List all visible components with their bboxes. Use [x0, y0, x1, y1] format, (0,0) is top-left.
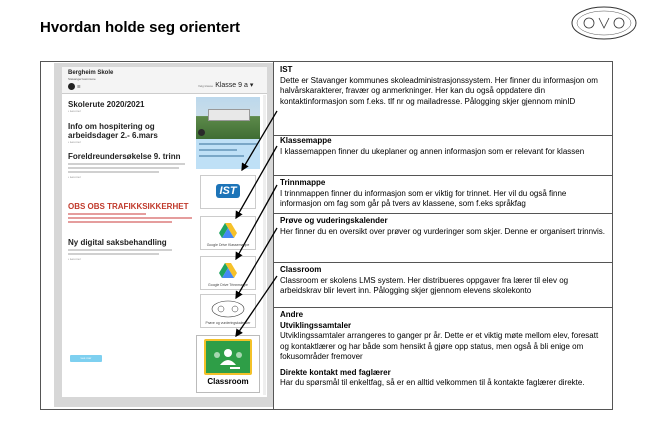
section-heading: Prøve og vuderingskalender: [280, 216, 388, 225]
menu-icon[interactable]: ☰: [77, 84, 81, 89]
post-meta: • Les mer: [68, 109, 81, 113]
post-title: Skolerute 2020/2021: [68, 100, 145, 109]
ist-logo: IST: [216, 184, 239, 198]
post-title: Foreldreundersøkelse 9. trinn: [68, 152, 181, 161]
section-body: I klassemappen finner du ukeplaner og annen informasjon som er relevant for klassen: [280, 146, 585, 156]
school-name: Bergheim Skole: [68, 70, 114, 76]
school-subtitle: Stavanger kommune: [68, 77, 96, 81]
arrow-klassemappe: [236, 146, 277, 218]
section-heading: Andre: [280, 310, 304, 319]
post-title: Info om hospitering og arbeidsdager 2.- 6.mars: [68, 122, 158, 140]
section-body: Her finner du en oversikt over prøver og vurderinger som skjer. Denne er organisert trinnvis.: [280, 226, 606, 236]
page-title: Hvordan holde seg orientert: [40, 19, 241, 36]
section-subheading: Direkte kontakt med faglærer: [280, 367, 391, 377]
post-title: Ny digital saksbehandling: [68, 238, 167, 247]
section-heading: IST: [280, 65, 293, 74]
section-body: Har du spørsmål til enkeltfag, så er en alltid velkommen til å kontakte faglærer direkte.: [280, 378, 585, 387]
tile-label: Google Drive Trinnmappe: [208, 283, 248, 287]
arrow-trinnmappe: [236, 185, 277, 259]
post-meta: • Les mer: [68, 257, 81, 261]
section-body: I trinnmappen finner du informasjon som er viktig for trinnet. Her vil du også finne informasjon om fag som går på tvers av klassene, som f.eks språkfag: [280, 188, 567, 208]
section-heading: Trinnmappe: [280, 178, 326, 187]
arrow-ist: [242, 111, 277, 170]
section-heading: Klassemappe: [280, 136, 332, 145]
class-selector-prefix: Velg klasse: [198, 84, 214, 88]
section-subheading: Utviklingssamtaler: [280, 320, 352, 330]
tile-label: Google Drive Klassemappe: [206, 243, 250, 247]
section-heading: Classroom: [280, 265, 322, 274]
tile-label: Prøve og vurderingskalender: [205, 321, 251, 325]
read-more-button[interactable]: Les mer: [70, 355, 102, 362]
section-body: Dette er Stavanger kommunes skoleadministrasjonssystem. Her finner du informasjon om halvårskarakterer, fravær og anmerkninger. Her kan du også oppdatere din kontaktinformasjon som f.eks. tlf nr og mailadresse. Pålogging skjer gjennom minID: [280, 75, 598, 106]
post-meta: • Les mer: [68, 140, 81, 144]
post-meta: • Les mer: [68, 175, 81, 179]
arrow-classroom: [236, 276, 277, 336]
section-body: Utviklingssamtaler arrangeres to ganger pr år. Dette er et viktig møte mellom elev, foresatt og kontaktlærer og har både som hensikt å gjøre opp status, men også å bli enige om fokusområder fremover: [280, 331, 599, 361]
classroom-label: Classroom: [207, 377, 249, 386]
post-title: OBS OBS TRAFIKKSIKKERHET: [68, 202, 189, 211]
arrow-prove: [236, 228, 277, 298]
section-body: Classroom er skolens LMS system. Her distribueres oppgaver fra lærer til elev og arbeidskrav blir levert inn. Pålogging skjer gjennom elevens skolekonto: [280, 275, 569, 295]
class-selector-value: Klasse 9 a ▾: [215, 82, 254, 89]
